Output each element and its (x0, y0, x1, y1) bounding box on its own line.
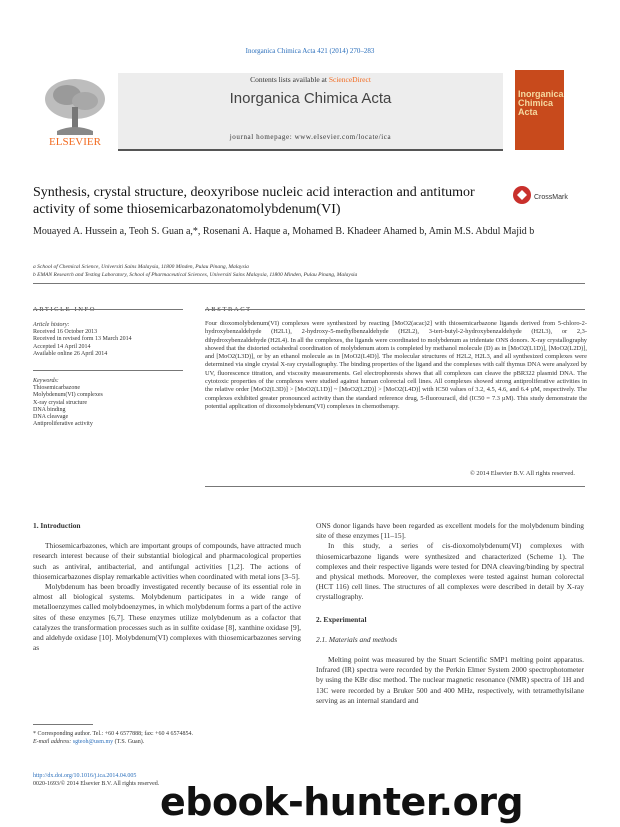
corresponding-author: * Corresponding author. Tel.: +60 4 6577888; fax: +60 4 6574854. (33, 731, 194, 737)
divider (205, 486, 585, 487)
sciencedirect-link[interactable]: ScienceDirect (328, 75, 371, 84)
intro-heading: 1. Introduction (33, 521, 81, 530)
history-item: Received in revised form 13 March 2014 (33, 336, 132, 343)
affiliation-a: a School of Chemical Science, Universiti Sains Malaysia, 11800 Minden, Pulau Pinang, Malaysia (33, 264, 249, 270)
affiliations (33, 263, 573, 279)
contents-text: Contents lists available at (250, 75, 329, 84)
left-column (33, 521, 301, 653)
watermark-text: ebook-hunter.org (160, 780, 524, 824)
crossmark-icon (512, 184, 582, 206)
divider (205, 309, 585, 310)
divider (33, 370, 183, 371)
email-line (33, 738, 303, 746)
keywords (33, 378, 183, 428)
journal-cover (515, 70, 564, 150)
body-paragraph: Melting point was measured by the Stuart Scientific SMP1 melting point apparatus. Infrared (IR) spectra were recorded by the Perkin Elmer System 2000 spectrophotometer by using the KBr disc method. The nuclear magnetic resonance (NMR) spectra of 1H and 13C were recorded by a Bruker 500 and 400 MHz, respectively, with tetramethylsilane serving as an internal standard and (316, 655, 584, 705)
keyword: X-ray crystal structure (33, 399, 87, 406)
keyword: DNA binding (33, 406, 66, 413)
journal-header (118, 73, 503, 151)
footnote (33, 730, 303, 746)
body-paragraph: ONS donor ligands have been regarded as excellent models for the molybdenum binding site of these enzymes [11–15]. (316, 521, 584, 541)
body-paragraph: In this study, a series of cis-dioxomolybdenum(VI) complexes with thiosemicarbazone ligands were synthesized and characterized (Scheme 1). The complexes and their respective ligands were tested for DNA cleaving/binding by spectral and physical methods. Moreover, the complexes were tested against human colorectal (HCT 116) cell lines. The structures of all complexes were described in detail by X-ray crystallography. (316, 541, 584, 602)
materials-heading: 2.1. Materials and methods (316, 634, 398, 644)
email-label: E-mail address: (33, 739, 73, 745)
intro-paragraph: Molybdenum has been broadly investigated recently because of its essential role in almost all biological systems. Molybdenum participates in a wide range of metalloenzymes called molybdoenzymes, in which molybdenum forms a part of the active sites of these enzymes [6,7]. These enzymes utilize molybdenum as a cofactor that catalyzes the transformation processes such as in sulfite oxidase [8], xanthine oxidase [9], and aldehyde oxidase [10]. Molybdenum(VI) complexes with thiosemicarbazones serving as (33, 582, 301, 653)
affiliation-b: b EMAN Research and Testing Laboratory, School of Pharmaceutical Sciences, Universiti Sains Malaysia, 11800 Minden, Pulau Pinang, Malaysia (33, 272, 358, 278)
copyright: © 2014 Elsevier B.V. All rights reserved. (469, 470, 575, 477)
elsevier-logo (37, 73, 113, 149)
crossmark-badge[interactable] (512, 184, 582, 206)
elsevier-tree-icon (37, 73, 113, 149)
cover-title: Inorganica Chimica Acta (518, 89, 564, 117)
journal-reference[interactable]: Inorganica Chimica Acta 421 (2014) 270–283 (245, 47, 375, 55)
svg-text:CrossMark: CrossMark (534, 194, 568, 201)
svg-text:ELSEVIER: ELSEVIER (49, 136, 101, 148)
journal-homepage[interactable]: journal homepage: www.elsevier.com/locate/ica (229, 133, 392, 141)
footnote-rule (33, 724, 93, 725)
author-list: Mouayed A. Hussein a, Teoh S. Guan a,*, Rosenani A. Haque a, Mohamed B. Khadeer Ahamed b, Amin M.S. Abdul Majid b (33, 226, 535, 237)
article-title: Synthesis, crystal structure, deoxyribose nucleic acid interaction and antitumor activity of some thiosemicarbazonatomolybdenum(VI) (33, 185, 475, 217)
issn-line: 0020-1693/© 2014 Elsevier B.V. All rights reserved. (33, 781, 160, 787)
email-link[interactable]: sgteoh@usm.my (72, 739, 114, 745)
history-item: Received 16 October 2013 (33, 329, 98, 336)
history-item: Accepted 14 April 2014 (33, 343, 91, 350)
keyword: Antiproliferative activity (33, 421, 93, 428)
right-column (316, 521, 584, 706)
doi-link[interactable]: http://dx.doi.org/10.1016/j.ica.2014.04.005 (33, 773, 137, 779)
keywords-label: Keywords: (33, 378, 59, 384)
email-suffix: (T.S. Guan). (113, 739, 145, 745)
article-history (33, 322, 183, 358)
abstract-heading: ABSTRACT (205, 306, 252, 313)
divider (33, 309, 183, 310)
history-label: Article history: (33, 322, 70, 328)
article-info-heading: ARTICLE INFO (33, 306, 97, 313)
history-item: Available online 26 April 2014 (33, 350, 108, 357)
intro-paragraph: Thiosemicarbazones, which are important groups of compounds, have attracted much research interest because of their substantial biological and pharmacological properties such as antiviral, antibacterial, and antifungal activities [1,2]. The actions of thiosemicarbazones display remarkable activities when coordinated with metal ions [3–5]. (33, 541, 301, 581)
journal-title: Inorganica Chimica Acta (229, 90, 392, 107)
keyword: Thiosemicarbazone (33, 385, 80, 392)
experimental-heading: 2. Experimental (316, 614, 367, 624)
contents-line (118, 75, 503, 84)
keyword: DNA cleavage (33, 414, 69, 421)
divider (33, 283, 585, 284)
abstract-text: Four dioxomolybdenum(VI) complexes were synthesized by reacting [MoO2(acac)2] with thiosemicarbazone ligands derived from 5-chloro-2-hydroxybenzaldehyde (H2L1), 2-hydroxy-5-methylbenzaldehyde (H2L2), 3-tert-butyl-2-hydroxybenzaldehyde (H2L3), or 2,3-dihydroxybenzaldehyde (H2L4). In all the complexes, the ligands were coordinated to molybdenum as tridentate ONS donors. X-ray crystallography showed that the distorted octahedral coordination of molybdenum atom is completed by methanol molecule (D) as in [MoO2(L1D)], [MoO2(L2D)], and [MoO2(L3D)], or by an ethanol molecule as in [MoO2(L4D)]. The molecular structures of H2L2, H2L3, and all synthesized complexes were determined via single crystal X-ray crystallography. The binding properties of the ligand and the complexes with calf thymus DNA were analyzed by UV, fluorescence titration, and viscosity measurements. Gel electrophoresis shows that all complexes can cleave the pBR322 plasmid DNA. The cytotoxic properties of the complexes were studied against human colorectal cell lines. All complexes showed strong antiproliferative activities in the relative order [MoO2(L3D)] > [MoO2(L1D)] ~ [MoO2(L2D)] > [MoO2(L4D)] with IC50 values of 3.2, 4.5, 4.6, and 6.4 µM, respectively. The complexes exhibited greater pronounced activity than the standard reference drug, 5-fluorouracil, did (IC50 = 7.3 µM). This study demonstrate the potential application of dioxomolybdenum(VI) complexes in chemotherapy. (205, 320, 587, 410)
keyword: Molybdenum(VI) complexes (33, 392, 103, 399)
